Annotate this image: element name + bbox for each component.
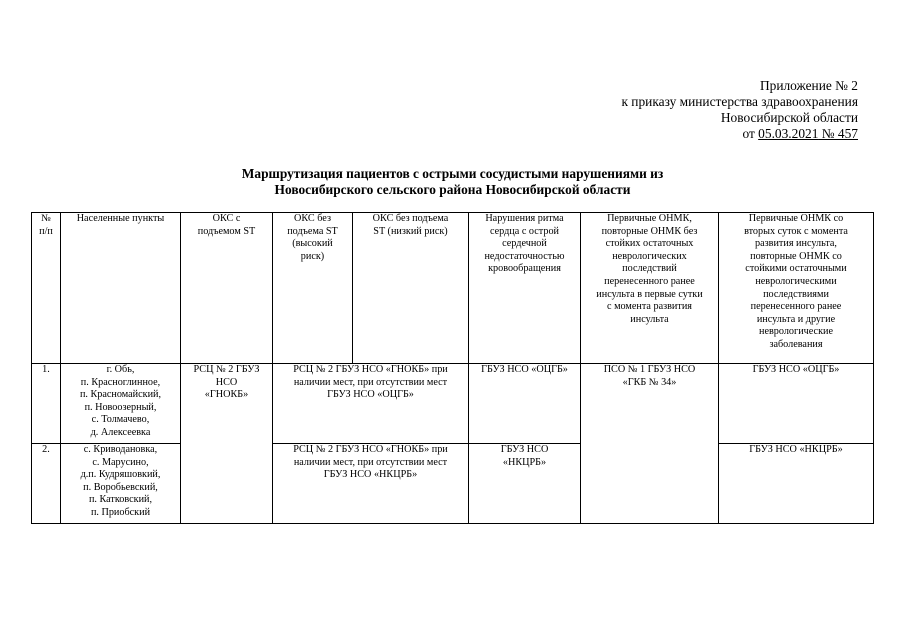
row-onmk-second: ГБУЗ НСО «НКЦРБ» (719, 444, 874, 524)
row-rhythm: ГБУЗ НСО «НКЦРБ» (469, 444, 581, 524)
row-rhythm: ГБУЗ НСО «ОЦГБ» (469, 364, 581, 444)
document-title-line1: Маршрутизация пациентов с острыми сосудистыми нарушениями из (241, 166, 664, 181)
document-title-line2: Новосибирского сельского района Новосибирской области (274, 182, 631, 197)
attachment-date: 05.03.2021 (758, 126, 819, 141)
attachment-date-prefix: от (742, 126, 759, 141)
table-row (32, 444, 874, 524)
header-oks-st: ОКС с подъемом ST (181, 213, 273, 364)
header-onmk-first: Первичные ОНМК, повторные ОНМК без стойких остаточных неврологических последствий перенесенного ранее инсульта в первые сутки с момента развития инсульта (581, 213, 719, 364)
row-oks-no-st: РСЦ № 2 ГБУЗ НСО «ГНОКБ» при наличии мест, при отсутствии мест ГБУЗ НСО «НКЦРБ» (273, 444, 469, 524)
header-onmk-second: Первичные ОНМК со вторых суток с момента развития инсульта, повторные ОНМК со стойкими остаточными неврологическими последствиями перенесенного ранее инсульта и другие неврологические заболевания (719, 213, 874, 364)
row-places: с. Криводановка, с. Марусино, д.п. Кудряшовкий, п. Воробьевский, п. Катковский, п. Приобский (61, 444, 181, 524)
row-num: 1. (32, 364, 61, 444)
row-oks-st: РСЦ № 2 ГБУЗ НСО «ГНОКБ» (181, 364, 273, 524)
header-oks-no-st-low: ОКС без подъема ST (низкий риск) (353, 213, 469, 364)
routing-table (31, 212, 874, 524)
row-places: г. Обь, п. Красноглинное, п. Красномайский, п. Новоозерный, с. Толмачево, д. Алексеевка (61, 364, 181, 444)
table-row (32, 364, 874, 444)
header-rhythm: Нарушения ритма сердца с острой сердечной недостаточностью кровообращения (469, 213, 581, 364)
attachment-order: к приказу министерства здравоохранения (621, 94, 858, 109)
attachment-title: Приложение № 2 (759, 78, 858, 93)
header-num: № п/п (32, 213, 61, 364)
attachment-header (621, 78, 858, 142)
row-onmk-first: ПСО № 1 ГБУЗ НСО «ГКБ № 34» (581, 364, 719, 524)
document-title (0, 166, 905, 198)
header-oks-no-st-high: ОКС без подъема ST (высокий риск) (273, 213, 353, 364)
table-header-row (32, 213, 874, 364)
attachment-date-line (621, 126, 858, 142)
header-places: Населенные пункты (61, 213, 181, 364)
attachment-number: № 457 (818, 126, 858, 141)
row-oks-no-st: РСЦ № 2 ГБУЗ НСО «ГНОКБ» при наличии мест, при отсутствии мест ГБУЗ НСО «ОЦГБ» (273, 364, 469, 444)
row-num: 2. (32, 444, 61, 524)
row-onmk-second: ГБУЗ НСО «ОЦГБ» (719, 364, 874, 444)
attachment-region: Новосибирской области (720, 110, 858, 125)
